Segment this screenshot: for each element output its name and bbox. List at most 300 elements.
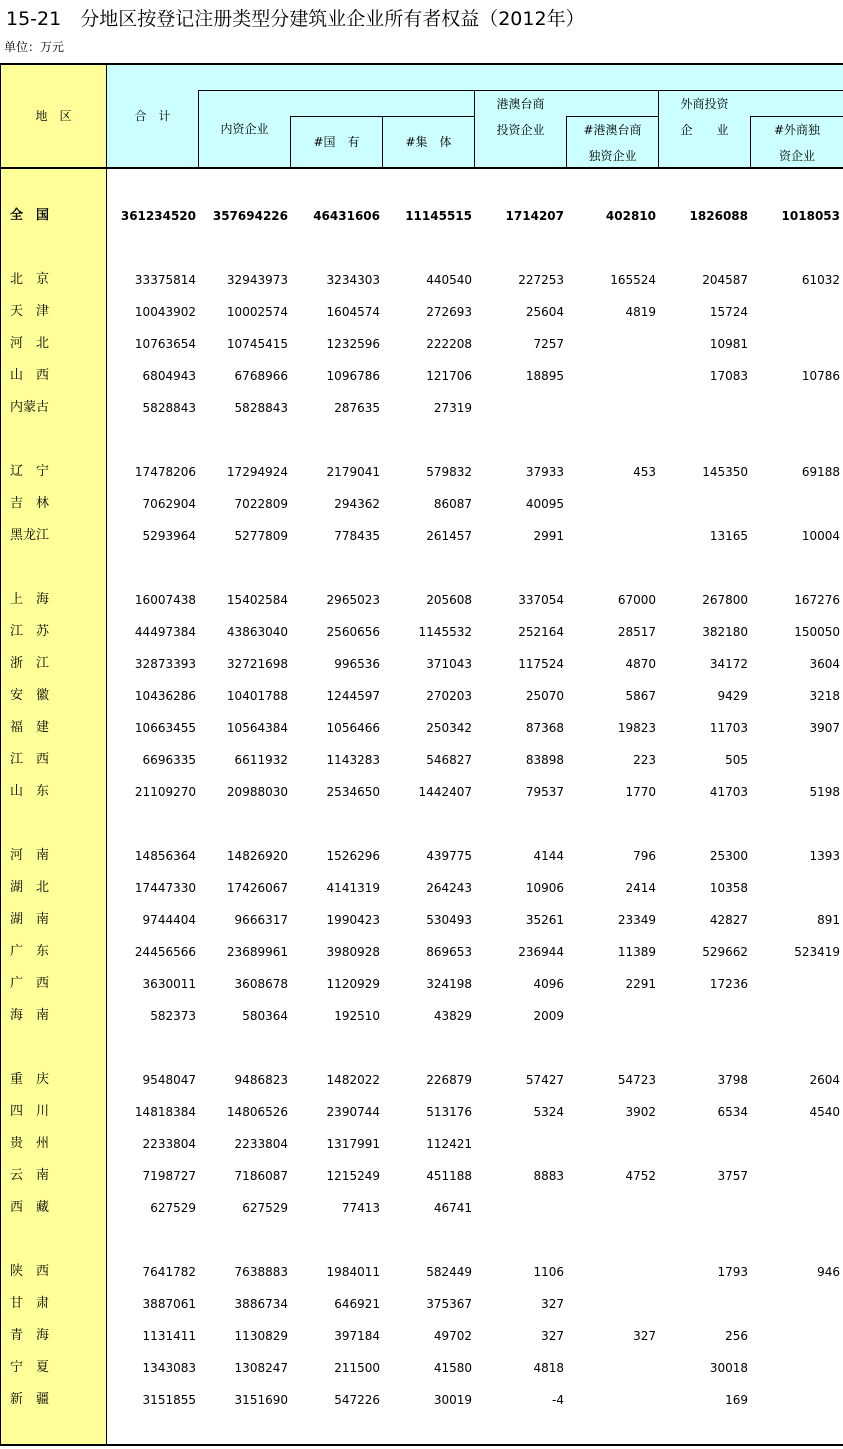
table-cell: 2534650	[326, 785, 380, 799]
table-cell: 9429	[717, 689, 748, 703]
table-cell: 169	[725, 1393, 748, 1407]
table-cell: 24456566	[134, 945, 196, 959]
table-cell: 165524	[610, 273, 656, 287]
table-cell: 579832	[426, 465, 472, 479]
table-cell: 10358	[709, 881, 748, 895]
table-cell: 57427	[525, 1073, 564, 1087]
table-cell: 17083	[709, 369, 748, 383]
table-cell	[658, 1192, 748, 1224]
table-cell: 4818	[533, 1361, 564, 1375]
table-cell: 14826920	[226, 849, 288, 863]
table-cell	[750, 328, 840, 360]
table-cell: 167276	[794, 593, 840, 607]
row-region-label: 北 京	[10, 272, 50, 287]
table-cell: 46431606	[313, 209, 380, 223]
table-cell	[750, 1352, 840, 1384]
table-cell: 79537	[525, 785, 564, 799]
row-region-label: 山 东	[10, 784, 50, 799]
table-cell: 7198727	[142, 1169, 196, 1183]
table-cell: 1393	[809, 849, 840, 863]
row-region-label: 新 疆	[10, 1392, 50, 1407]
table-cell: 1120929	[326, 977, 380, 991]
table-row	[0, 616, 843, 648]
table-cell	[474, 1192, 564, 1224]
table-cell: 226879	[426, 1073, 472, 1087]
table-cell: -4	[552, 1393, 564, 1407]
table-cell: 17447330	[134, 881, 196, 895]
table-cell	[566, 1128, 656, 1160]
table-cell: 21109270	[134, 785, 196, 799]
table-cell: 30019	[433, 1393, 472, 1407]
table-cell: 14806526	[226, 1105, 288, 1119]
table-cell: 14856364	[134, 849, 196, 863]
table-cell: 25070	[525, 689, 564, 703]
table-cell: 397184	[334, 1329, 380, 1343]
table-cell: 7022809	[234, 497, 288, 511]
table-cell: 44497384	[134, 625, 196, 639]
header-hmt-line2: 投资企业	[496, 123, 545, 137]
table-cell	[566, 1352, 656, 1384]
row-region-label: 山 西	[10, 368, 50, 383]
table-cell: 3907	[809, 721, 840, 735]
table-cell: 112421	[426, 1137, 472, 1151]
table-cell: 87368	[525, 721, 564, 735]
table-cell: 13165	[709, 529, 748, 543]
table-cell: 35261	[525, 913, 564, 927]
table-cell: 223	[633, 753, 656, 767]
table-cell: 327	[541, 1297, 564, 1311]
header-total: 合 计	[134, 109, 171, 123]
table-row	[0, 328, 843, 360]
table-cell: 69188	[801, 465, 840, 479]
table-cell: 11703	[709, 721, 748, 735]
table-row	[0, 1352, 843, 1384]
table-cell: 627529	[150, 1201, 196, 1215]
table-cell: 8883	[533, 1169, 564, 1183]
row-region-label: 甘 肃	[10, 1296, 50, 1311]
table-row	[0, 1096, 843, 1128]
table-cell: 23689961	[226, 945, 288, 959]
table-cell: 17294924	[226, 465, 288, 479]
table-cell: 361234520	[120, 209, 196, 223]
row-region-label: 江 西	[10, 752, 50, 767]
table-row	[0, 1256, 843, 1288]
row-region-label: 湖 北	[10, 880, 50, 895]
table-cell: 49702	[433, 1329, 472, 1343]
table-cell: 287635	[334, 401, 380, 415]
table-cell: 3218	[809, 689, 840, 703]
table-cell: 523419	[794, 945, 840, 959]
table-cell: 46741	[433, 1201, 472, 1215]
row-region-label: 河 北	[10, 336, 50, 351]
table-cell: 3234303	[326, 273, 380, 287]
table-cell: 5867	[625, 689, 656, 703]
table-cell: 267800	[702, 593, 748, 607]
table-cell: 6611932	[234, 753, 288, 767]
table-row	[0, 1064, 843, 1096]
table-cell: 546827	[426, 753, 472, 767]
table-cell: 16007438	[134, 593, 196, 607]
table-cell: 1826088	[689, 209, 748, 223]
table-cell	[566, 488, 656, 520]
table-row	[0, 1288, 843, 1320]
table-cell: 236944	[518, 945, 564, 959]
table-cell: 1232596	[326, 337, 380, 351]
table-cell: 41580	[433, 1361, 472, 1375]
table-cell: 28517	[617, 625, 656, 639]
table-cell	[566, 1192, 656, 1224]
row-region-label: 广 西	[10, 976, 50, 991]
table-cell: 1482022	[326, 1073, 380, 1087]
row-region-label: 安 徽	[10, 688, 50, 703]
table-cell: 1984011	[326, 1265, 380, 1279]
table-cell: 451188	[426, 1169, 472, 1183]
table-cell	[750, 872, 840, 904]
table-cell: 14818384	[134, 1105, 196, 1119]
row-region-label: 云 南	[10, 1168, 50, 1183]
table-cell: 3886734	[234, 1297, 288, 1311]
table-cell: 9666317	[234, 913, 288, 927]
table-row	[0, 680, 843, 712]
table-cell: 3151690	[234, 1393, 288, 1407]
table-cell: 5828843	[142, 401, 196, 415]
table-cell: 1990423	[326, 913, 380, 927]
table-row	[0, 488, 843, 520]
table-cell: 2991	[533, 529, 564, 543]
header-region: 地 区	[35, 109, 72, 123]
table-cell: 211500	[334, 1361, 380, 1375]
table-row	[0, 360, 843, 392]
table-cell: 3798	[717, 1073, 748, 1087]
row-region-label: 福 建	[10, 720, 50, 735]
table-cell: 67000	[617, 593, 656, 607]
table-cell: 10906	[525, 881, 564, 895]
table-cell: 582449	[426, 1265, 472, 1279]
table-cell: 10663455	[134, 721, 196, 735]
table-cell: 337054	[518, 593, 564, 607]
row-region-label: 海 南	[10, 1008, 50, 1023]
table-cell: 627529	[242, 1201, 288, 1215]
table-cell: 10763654	[134, 337, 196, 351]
table-cell: 10786	[801, 369, 840, 383]
table-cell: 42827	[709, 913, 748, 927]
table-row	[0, 1192, 843, 1224]
table-cell: 2965023	[326, 593, 380, 607]
table-cell: 270203	[426, 689, 472, 703]
table-row	[0, 584, 843, 616]
table-cell: 3757	[717, 1169, 748, 1183]
row-region-label: 广 东	[10, 944, 50, 959]
table-cell: 6534	[717, 1105, 748, 1119]
table-cell: 2414	[625, 881, 656, 895]
table-cell	[566, 360, 656, 392]
table-cell: 294362	[334, 497, 380, 511]
table-cell: 11145515	[405, 209, 472, 223]
table-cell	[750, 1192, 840, 1224]
table-cell	[658, 392, 748, 424]
row-region-label: 宁 夏	[10, 1360, 50, 1375]
table-cell	[750, 1320, 840, 1352]
table-cell: 9486823	[234, 1073, 288, 1087]
table-cell: 1604574	[326, 305, 380, 319]
table-cell: 869653	[426, 945, 472, 959]
table-cell	[750, 968, 840, 1000]
header-hmt-sole-line2: 独资企业	[588, 149, 637, 163]
table-cell: 1106	[533, 1265, 564, 1279]
table-cell: 646921	[334, 1297, 380, 1311]
table-cell: 402810	[605, 209, 656, 223]
table-row	[0, 744, 843, 776]
table-cell: 32943973	[226, 273, 288, 287]
header-hmt-line1: 港澳台商	[496, 97, 545, 111]
table-cell: 192510	[334, 1009, 380, 1023]
table-cell: 1714207	[505, 209, 564, 223]
table-cell: 3980928	[326, 945, 380, 959]
table-cell	[750, 1000, 840, 1032]
table-cell: 10436286	[134, 689, 196, 703]
table-cell: 43863040	[226, 625, 288, 639]
table-cell	[474, 1128, 564, 1160]
table-cell: 10004	[801, 529, 840, 543]
table-row	[0, 1320, 843, 1352]
table-cell	[566, 1256, 656, 1288]
table-cell: 7257	[533, 337, 564, 351]
table-cell: 1056466	[326, 721, 380, 735]
table-cell: 145350	[702, 465, 748, 479]
table-cell: 513176	[426, 1105, 472, 1119]
table-cell: 54723	[617, 1073, 656, 1087]
table-cell: 327	[541, 1329, 564, 1343]
table-cell: 150050	[794, 625, 840, 639]
header-foreign-line2: 企 业	[680, 123, 729, 137]
header-domestic: 内资企业	[220, 122, 269, 136]
table-cell: 25604	[525, 305, 564, 319]
table-cell: 15724	[709, 305, 748, 319]
table-cell: 10564384	[226, 721, 288, 735]
table-cell: 121706	[426, 369, 472, 383]
table-cell: 4540	[809, 1105, 840, 1119]
table-cell	[750, 488, 840, 520]
table-cell: 9548047	[142, 1073, 196, 1087]
table-row	[0, 968, 843, 1000]
table-cell: 3604	[809, 657, 840, 671]
table-cell: 11389	[617, 945, 656, 959]
table-cell: 1244597	[326, 689, 380, 703]
table-cell: 453	[633, 465, 656, 479]
table-cell: 382180	[702, 625, 748, 639]
table-row	[0, 840, 843, 872]
table-cell: 17426067	[226, 881, 288, 895]
table-row	[0, 264, 843, 296]
row-region-label: 全 国	[10, 208, 50, 223]
table-cell: 34172	[709, 657, 748, 671]
table-cell: 30018	[709, 1361, 748, 1375]
table-row	[0, 648, 843, 680]
table-cell: 10745415	[226, 337, 288, 351]
table-cell: 440540	[426, 273, 472, 287]
table-cell: 2390744	[326, 1105, 380, 1119]
row-region-label: 内蒙古	[10, 400, 50, 415]
table-row	[0, 456, 843, 488]
table-cell: 18895	[525, 369, 564, 383]
table-cell	[566, 1384, 656, 1416]
table-cell: 10981	[709, 337, 748, 351]
table-cell: 7186087	[234, 1169, 288, 1183]
page-title: 15-21 分地区按登记注册类型分建筑业企业所有者权益（2012年）	[6, 8, 585, 30]
table-cell: 33375814	[134, 273, 196, 287]
table-cell: 17478206	[134, 465, 196, 479]
table-cell: 9744404	[142, 913, 196, 927]
row-region-label: 西 藏	[10, 1200, 50, 1215]
table-cell	[658, 1288, 748, 1320]
table-cell: 10002574	[226, 305, 288, 319]
table-cell: 41703	[709, 785, 748, 799]
table-cell	[750, 1288, 840, 1320]
table-cell: 10401788	[226, 689, 288, 703]
table-cell: 2179041	[326, 465, 380, 479]
table-cell: 7638883	[234, 1265, 288, 1279]
table-cell	[750, 1160, 840, 1192]
table-cell: 32721698	[226, 657, 288, 671]
table-cell: 357694226	[212, 209, 288, 223]
table-cell: 1526296	[326, 849, 380, 863]
table-row	[0, 1000, 843, 1032]
row-region-label: 上 海	[10, 592, 50, 607]
table-cell: 1131411	[142, 1329, 196, 1343]
row-region-label: 江 苏	[10, 624, 50, 639]
table-cell: 371043	[426, 657, 472, 671]
table-cell: 582373	[150, 1009, 196, 1023]
table-row	[0, 712, 843, 744]
table-cell	[566, 520, 656, 552]
table-cell: 2560656	[326, 625, 380, 639]
table-row	[0, 520, 843, 552]
table-cell: 796	[633, 849, 656, 863]
table-cell: 324198	[426, 977, 472, 991]
table-cell: 505	[725, 753, 748, 767]
row-region-label: 四 川	[10, 1104, 50, 1119]
table-cell: 17236	[709, 977, 748, 991]
table-cell: 1096786	[326, 369, 380, 383]
table-cell: 1317991	[326, 1137, 380, 1151]
table-cell: 1343083	[142, 1361, 196, 1375]
row-region-label: 黑龙江	[10, 528, 50, 543]
table-cell: 7062904	[142, 497, 196, 511]
table-cell: 3902	[625, 1105, 656, 1119]
table-cell: 5198	[809, 785, 840, 799]
table-cell: 256	[725, 1329, 748, 1343]
table-cell: 891	[817, 913, 840, 927]
table-cell: 10043902	[134, 305, 196, 319]
table-cell: 61032	[801, 273, 840, 287]
table-cell: 4819	[625, 305, 656, 319]
table-cell	[750, 744, 840, 776]
table-cell: 1770	[625, 785, 656, 799]
table-cell: 2233804	[142, 1137, 196, 1151]
table-row	[0, 904, 843, 936]
table-cell: 1018053	[781, 209, 840, 223]
table-cell: 6804943	[142, 369, 196, 383]
table-cell: 83898	[525, 753, 564, 767]
header-collective: #集 体	[405, 135, 452, 149]
table-cell: 20988030	[226, 785, 288, 799]
table-cell: 40095	[525, 497, 564, 511]
table-cell: 250342	[426, 721, 472, 735]
unit-label: 单位：万元	[4, 40, 65, 54]
table-cell: 4752	[625, 1169, 656, 1183]
table-cell: 778435	[334, 529, 380, 543]
table-cell: 946	[817, 1265, 840, 1279]
table-cell: 5324	[533, 1105, 564, 1119]
header-foreign-sole-line1: #外商独	[773, 123, 821, 137]
table-cell: 15402584	[226, 593, 288, 607]
table-cell: 43829	[433, 1009, 472, 1023]
table-cell	[566, 1000, 656, 1032]
table-cell: 252164	[518, 625, 564, 639]
row-region-label: 河 南	[10, 848, 50, 863]
table-cell: 7641782	[142, 1265, 196, 1279]
table-cell: 19823	[617, 721, 656, 735]
table-cell: 37933	[525, 465, 564, 479]
table-row	[0, 936, 843, 968]
header-hmt-sole-line1: #港澳台商	[583, 123, 642, 137]
table-row	[0, 392, 843, 424]
table-cell: 375367	[426, 1297, 472, 1311]
row-region-label: 吉 林	[10, 496, 50, 511]
table-row	[0, 1160, 843, 1192]
table-cell	[566, 328, 656, 360]
row-region-label: 湖 南	[10, 912, 50, 927]
row-region-label: 贵 州	[10, 1136, 50, 1151]
table-cell: 5293964	[142, 529, 196, 543]
table-cell: 117524	[518, 657, 564, 671]
table-cell: 2009	[533, 1009, 564, 1023]
table-cell	[658, 1128, 748, 1160]
table-cell: 222208	[426, 337, 472, 351]
table-cell: 25300	[709, 849, 748, 863]
table-cell: 996536	[334, 657, 380, 671]
table-row	[0, 1128, 843, 1160]
row-region-label: 陕 西	[10, 1264, 50, 1279]
table-cell: 2604	[809, 1073, 840, 1087]
table-cell: 1308247	[234, 1361, 288, 1375]
table-cell: 529662	[702, 945, 748, 959]
row-region-label: 浙 江	[10, 656, 50, 671]
table-cell: 439775	[426, 849, 472, 863]
table-cell: 2291	[625, 977, 656, 991]
table-cell: 3151855	[142, 1393, 196, 1407]
table-row	[0, 776, 843, 808]
row-region-label: 辽 宁	[10, 464, 50, 479]
table-row	[0, 200, 843, 232]
table-row	[0, 872, 843, 904]
table-cell: 4141319	[326, 881, 380, 895]
table-cell: 27319	[433, 401, 472, 415]
table-row	[0, 1384, 843, 1416]
table-cell: 530493	[426, 913, 472, 927]
table-cell: 5277809	[234, 529, 288, 543]
table-cell: 4096	[533, 977, 564, 991]
table-cell: 327	[633, 1329, 656, 1343]
table-cell: 23349	[617, 913, 656, 927]
table-cell: 204587	[702, 273, 748, 287]
table-cell: 86087	[433, 497, 472, 511]
table-cell: 261457	[426, 529, 472, 543]
row-region-label: 天 津	[10, 304, 50, 319]
table-cell: 205608	[426, 593, 472, 607]
table-cell: 5828843	[234, 401, 288, 415]
table-cell: 3630011	[142, 977, 196, 991]
